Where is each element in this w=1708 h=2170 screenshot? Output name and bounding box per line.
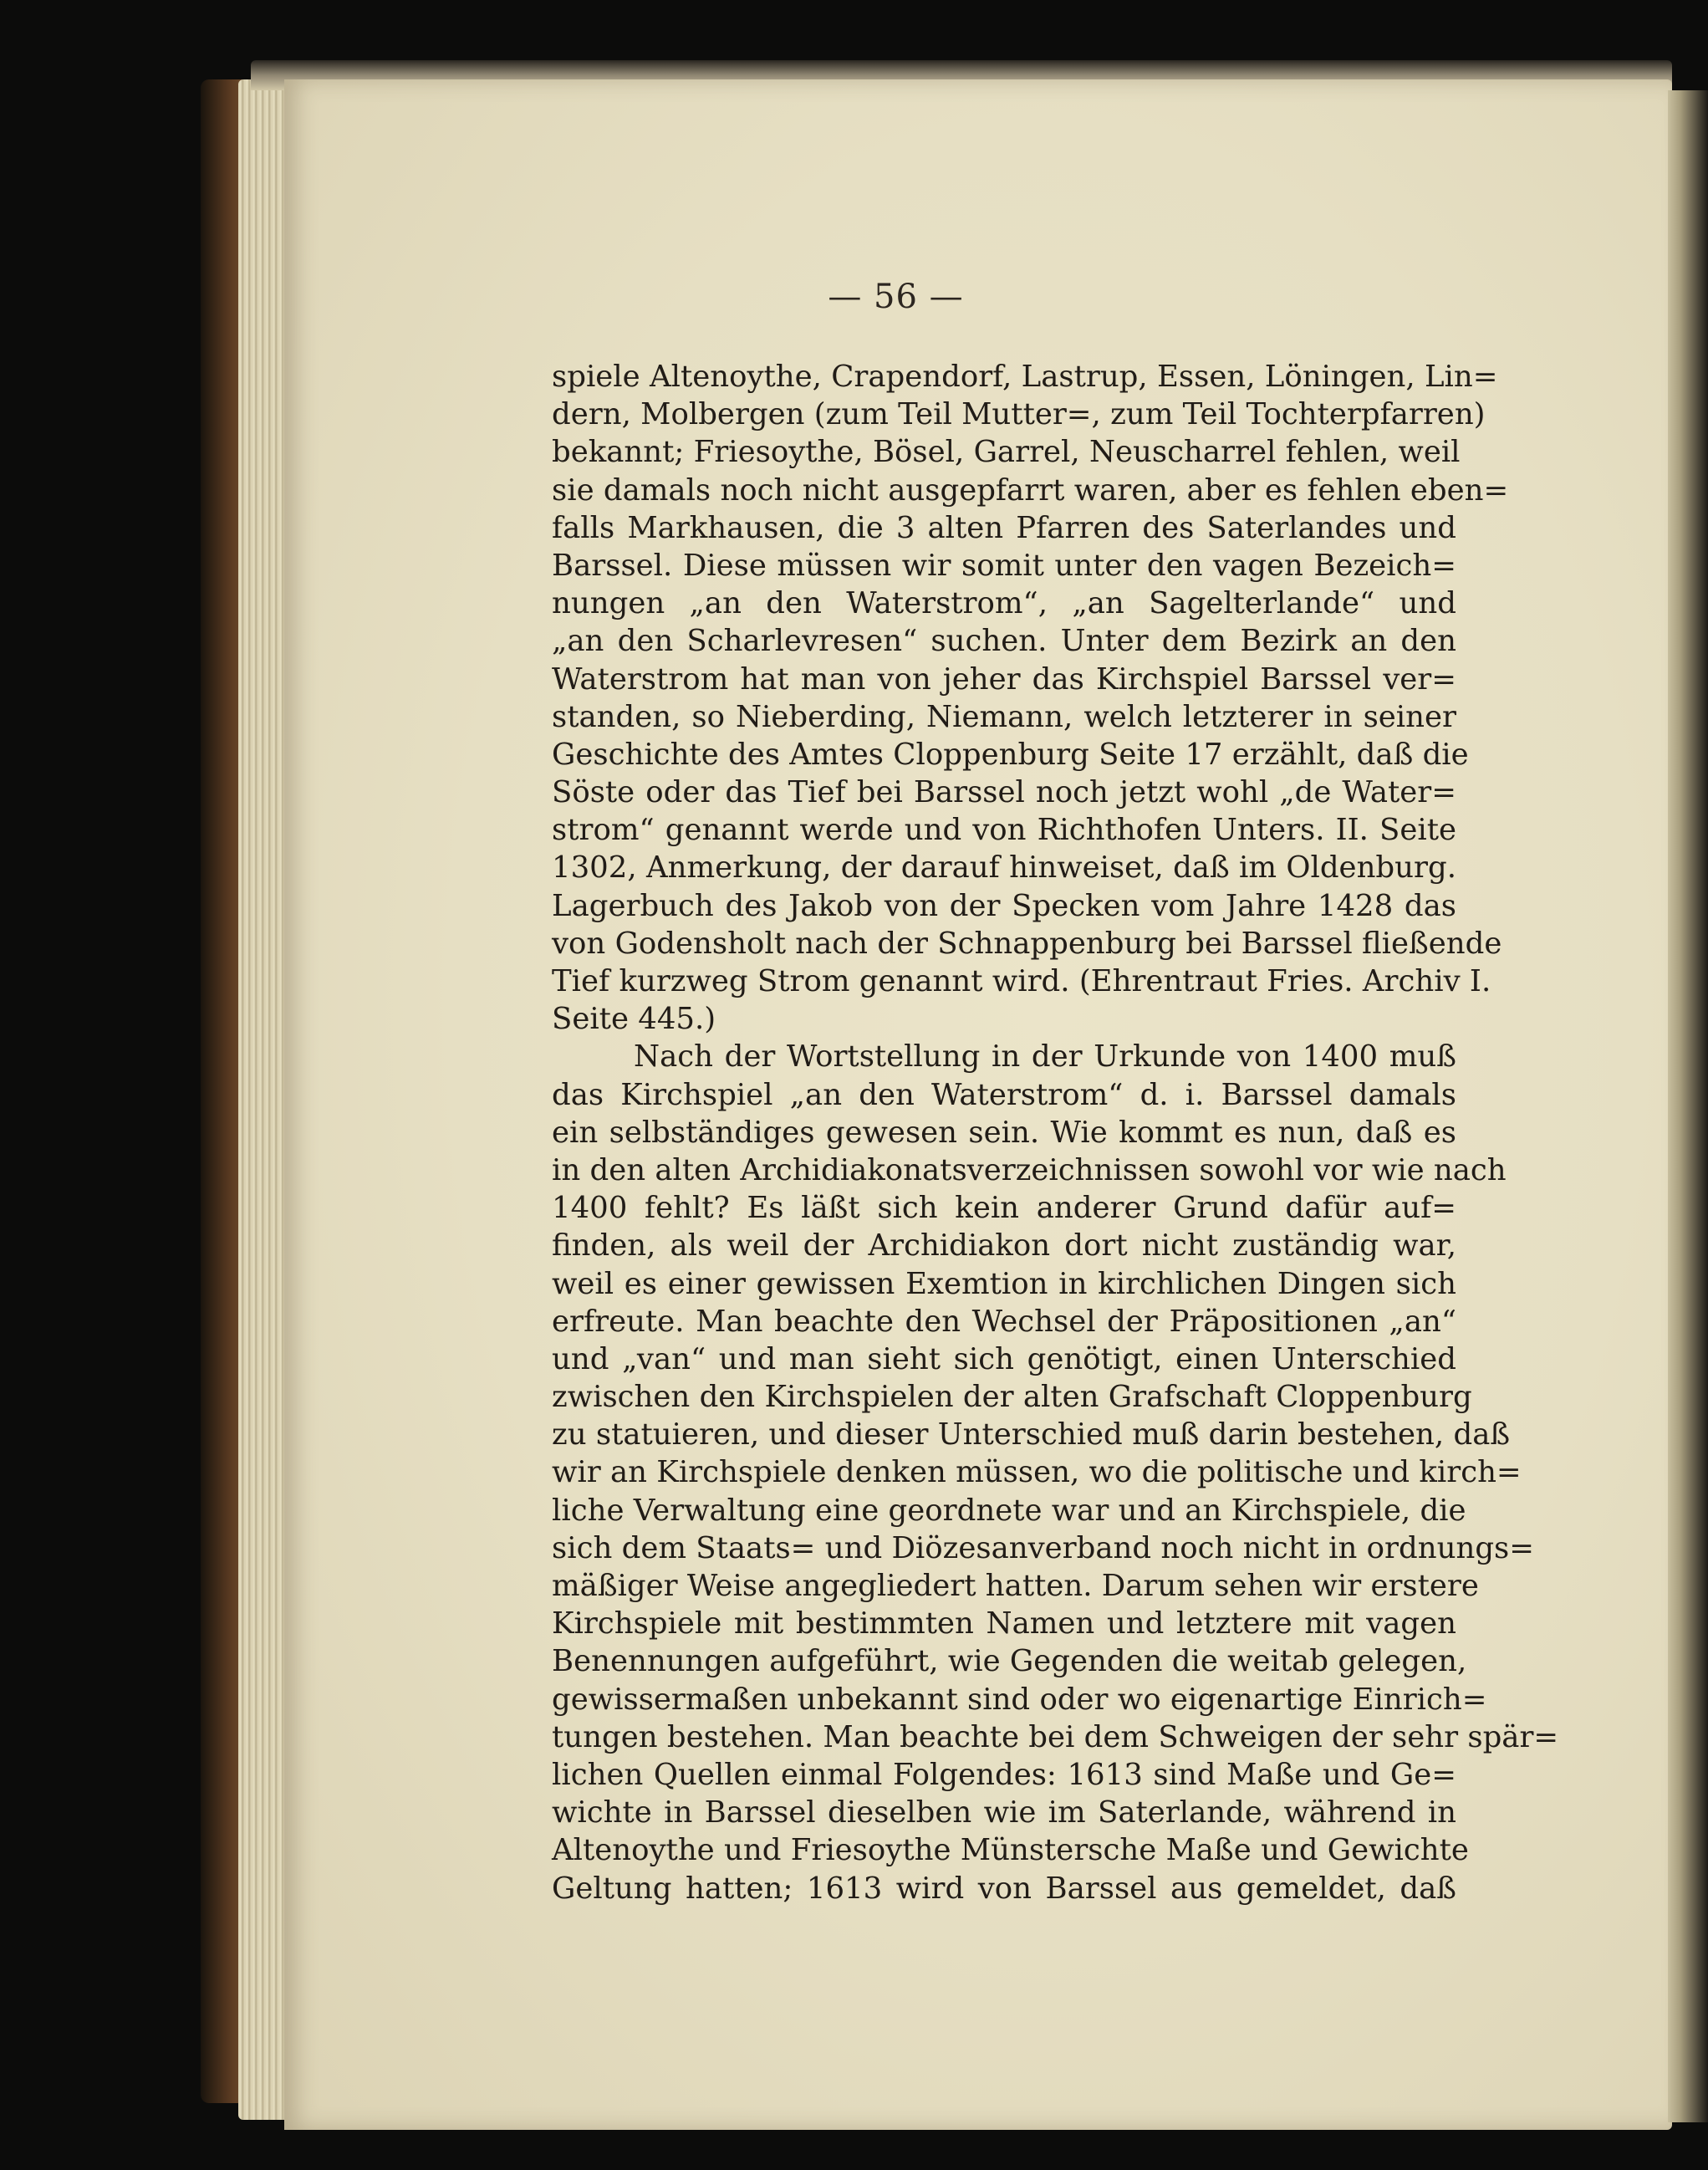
page-right-edge — [1668, 90, 1708, 2122]
text-line: strom“ genannt werde und von Richthofen Unters. II. Seite — [552, 813, 1456, 848]
text-line: falls Markhausen, die 3 alten Pfarren des Saterlandes und — [552, 510, 1456, 545]
text-line: sich dem Staats= und Diözesanverband noch nicht in ordnungs= — [552, 1530, 1535, 1565]
text-line: finden, als weil der Archidiakon dort nicht zuständig war, — [552, 1228, 1456, 1264]
text-line: Benennungen aufgeführt, wie Gegenden die weitab gelegen, — [552, 1644, 1467, 1679]
text-line: dern, Molbergen (zum Teil Mutter=, zum Teil Tochterpfarren) — [552, 397, 1486, 432]
text-line: 1302, Anmerkung, der darauf hinweiset, daß im Oldenburg. — [552, 850, 1456, 886]
text-line: zwischen den Kirchspielen der alten Grafschaft Cloppenburg — [552, 1380, 1472, 1415]
text-line: in den alten Archidiakonatsverzeichnissen sowohl vor wie nach — [552, 1152, 1507, 1187]
text-line: Söste oder das Tief bei Barssel noch jetzt wohl „de Water= — [552, 775, 1456, 810]
text-line: standen, so Nieberding, Niemann, welch letzterer in seiner — [552, 699, 1456, 734]
text-line: Nach der Wortstellung in der Urkunde von 1400 muß — [634, 1039, 1456, 1075]
text-line: Tief kurzweg Strom genannt wird. (Ehrentraut Fries. Archiv I. — [552, 964, 1491, 998]
text-line: 1400 fehlt? Es läßt sich kein anderer Grund dafür auf= — [552, 1191, 1456, 1226]
text-line: wir an Kirchspiele denken müssen, wo die politische und kirch= — [552, 1455, 1522, 1490]
body-text — [552, 358, 1559, 1907]
text-line: Lagerbuch des Jakob von der Specken vom Jahre 1428 das — [552, 888, 1456, 923]
text-line: von Godensholt nach der Schnappenburg bei Barssel fließende — [552, 926, 1502, 961]
text-line: nungen „an den Waterstrom“, „an Sagelterlande“ und — [552, 586, 1456, 621]
text-line: bekannt; Friesoythe, Bösel, Garrel, Neuscharrel fehlen, weil — [552, 435, 1461, 470]
text-line: Seite 445.) — [552, 1002, 716, 1037]
text-line: Geltung hatten; 1613 wird von Barssel aus gemeldet, daß — [552, 1871, 1456, 1906]
text-line: weil es einer gewissen Exemtion in kirchlichen Dingen sich — [552, 1266, 1456, 1301]
text-line: ein selbständiges gewesen sein. Wie kommt es nun, daß es — [552, 1115, 1456, 1150]
text-line: sie damals noch nicht ausgepfarrt waren, aber es fehlen eben= — [552, 472, 1509, 508]
text-line: liche Verwaltung eine geordnete war und an Kirchspiele, die — [552, 1493, 1466, 1528]
text-line: „an den Scharlevresen“ suchen. Unter dem Bezirk an den — [552, 624, 1456, 659]
text-line: Kirchspiele mit bestimmten Namen und letztere mit vagen — [552, 1606, 1456, 1642]
text-line: lichen Quellen einmal Folgendes: 1613 sind Maße und Ge= — [552, 1757, 1456, 1792]
text-line: und „van“ und man sieht sich genötigt, einen Unterschied — [552, 1341, 1456, 1376]
text-line: Barssel. Diese müssen wir somit unter den vagen Bezeich= — [552, 548, 1456, 583]
text-line: wichte in Barssel dieselben wie im Saterlande, während in — [552, 1795, 1456, 1830]
text-line: das Kirchspiel „an den Waterstrom“ d. i. Barssel damals — [552, 1077, 1456, 1112]
text-line: Altenoythe und Friesoythe Münstersche Maße und Gewichte — [552, 1833, 1469, 1868]
text-line: mäßiger Weise angegliedert hatten. Darum sehen wir erstere — [552, 1569, 1479, 1603]
text-line: spiele Altenoythe, Crapendorf, Lastrup, Essen, Löningen, Lin= — [552, 360, 1498, 394]
page-number: — 56 — — [828, 278, 964, 316]
text-line: Waterstrom hat man von jeher das Kirchspiel Barssel ver= — [552, 661, 1456, 697]
text-line: zu statuieren, und dieser Unterschied muß darin bestehen, daß — [552, 1417, 1511, 1453]
text-line: erfreute. Man beachte den Wechsel der Präpositionen „an“ — [552, 1304, 1456, 1339]
text-line: tungen bestehen. Man beachte bei dem Schweigen der sehr spär= — [552, 1719, 1559, 1754]
text-line: Geschichte des Amtes Cloppenburg Seite 17 erzählt, daß die — [552, 737, 1469, 772]
text-line: gewissermaßen unbekannt sind oder wo eigenartige Einrich= — [552, 1682, 1487, 1717]
